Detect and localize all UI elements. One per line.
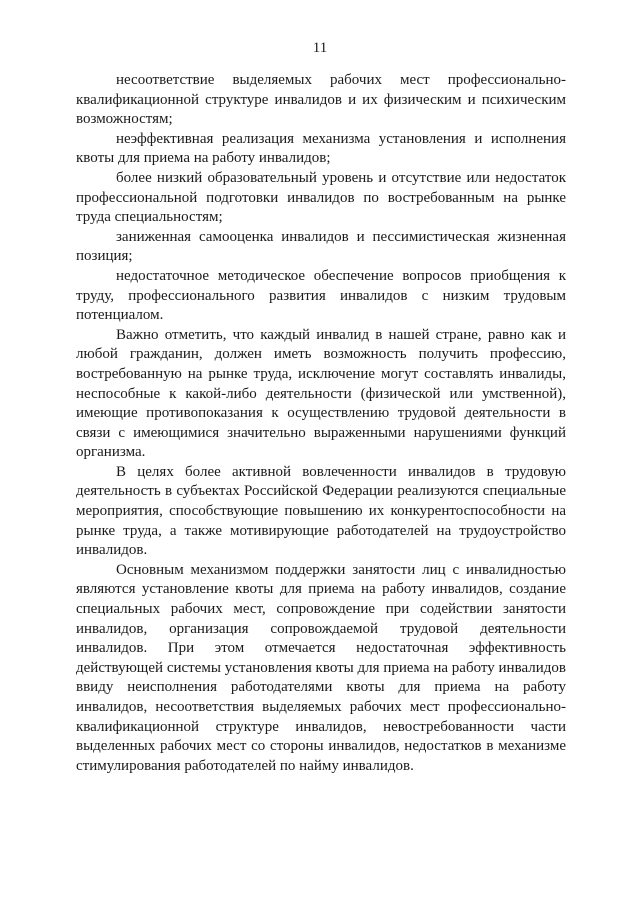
paragraph-special-measures: В целях более активной вовлеченности инвалидов в трудовую деятельность в субъектах Российской Федерации реализуются специальные мероприятия, способствующие повышению их конкурентоспособности на рынке труда, а также мотивирующие работодателей на трудоустройство инвалидов. bbox=[76, 463, 566, 559]
paragraph-employment-mechanism: Основным механизмом поддержки занятости лиц с инвалидностью являются установление квоты для приема на работу инвалидов, создание специальных рабочих мест, сопровождение при содействии занятости инвалидов, организация сопровождаемой трудовой деятельности инвалидов. При этом отмечается недостаточная эффективность действующей системы установления квоты для приема на работу инвалидов ввиду неисполнения работодателями квоты для приема на работу инвалидов, несоответствия выделяемых рабочих мест профессионально-квалификационной структуре инвалидов, невостребованности части выделенных рабочих мест со стороны инвалидов, недостатков в механизме стимулирования работодателей по найму инвалидов. bbox=[76, 561, 566, 774]
paragraph-mismatch-workplaces: несоответствие выделяемых рабочих мест профессионально-квалификационной структуре инвалидов и их физическим и психическим возможностям; bbox=[76, 72, 566, 128]
paragraph-ineffective-quota: неэффективная реализация механизма установления и исполнения квоты для приема на работу инвалидов; bbox=[76, 130, 566, 167]
document-body bbox=[76, 71, 566, 776]
page-number: 11 bbox=[312, 40, 328, 56]
paragraph-right-to-profession: Важно отметить, что каждый инвалид в нашей стране, равно как и любой гражданин, должен иметь возможность получить профессию, востребованную на рынке труда, исключение могут составлять инвалиды, неспособные к какой-либо деятельности (физической или умственной), имеющие противопоказания к осуществлению трудовой деятельности в связи с имеющимися значительно выраженными нарушениями функций организма. bbox=[76, 326, 566, 461]
paragraph-methodological-support: недостаточное методическое обеспечение вопросов приобщения к труду, профессионального развития инвалидов с низким трудовым потенциалом. bbox=[76, 267, 566, 324]
paragraph-low-education: более низкий образовательный уровень и отсутствие или недостаток профессиональной подготовки инвалидов по востребованным на рынке труда специальностям; bbox=[76, 169, 566, 226]
paragraph-low-self-esteem: заниженная самооценка инвалидов и пессимистическая жизненная позиция; bbox=[76, 228, 566, 265]
